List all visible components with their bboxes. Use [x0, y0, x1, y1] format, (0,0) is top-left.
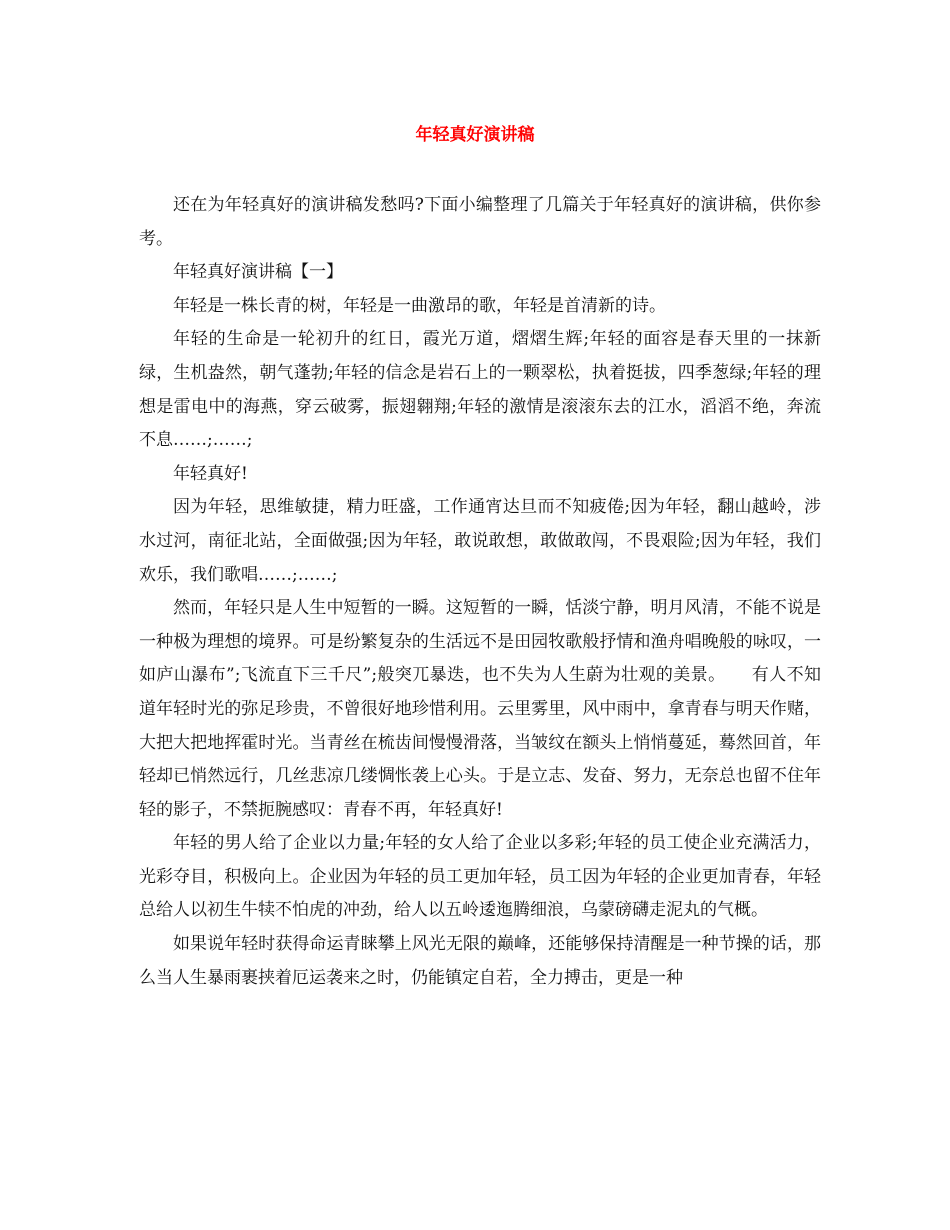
document-body	[139, 189, 821, 995]
paragraph: 因为年轻，思维敏捷，精力旺盛，工作通宵达旦而不知疲倦;因为年轻，翻山越岭，涉水过河，南征北站，全面做强;因为年轻，敢说敢想，敢做敢闯，不畏艰险;因为年轻，我们欢乐，我们歌唱……;……;	[139, 497, 821, 585]
paragraph: 年轻的男人给了企业以力量;年轻的女人给了企业以多彩;年轻的员工使企业充满活力，光彩夺目，积极向上。企业因为年轻的员工更加年轻，员工因为年轻的企业更加青春，年轻总给人以初生牛犊不怕虎的冲劲，给人以五岭逶迤腾细浪，乌蒙磅礴走泥丸的气概。	[139, 833, 821, 921]
paragraph: 年轻的生命是一轮初升的红日，霞光万道，熠熠生辉;年轻的面容是春天里的一抹新绿，生机盎然，朝气蓬勃;年轻的信念是岩石上的一颗翠松，执着挺拔，四季葱绿;年轻的理想是雷电中的海燕，穿云破雾，振翅翱翔;年轻的激情是滚滚东去的江水，滔滔不绝，奔流不息……;……;	[139, 329, 821, 451]
section-heading: 年轻真好演讲稿【一】	[173, 262, 343, 283]
document-title: 年轻真好演讲稿	[415, 125, 535, 145]
paragraph: 年轻是一株长青的树，年轻是一曲激昂的歌，年轻是首清新的诗。	[173, 295, 666, 316]
paragraph: 然而，年轻只是人生中短暂的一瞬。这短暂的一瞬，恬淡宁静，明月风清，不能不说是一种极为理想的境界。可是纷繁复杂的生活远不是田园牧歌般抒情和渔舟唱晚般的咏叹，一如庐山瀑布”;飞流直下三千尺”;般突兀暴迭，也不失为人生蔚为壮观的美景。 有人不知道年轻时光的弥足珍贵，不曾很好地珍惜利用。云里雾里，风中雨中，拿青春与明天作赌，大把大把地挥霍时光。当青丝在梳齿间慢慢滑落，当皱纹在额头上悄悄蔓延，蓦然回首，年轻却已悄然远行，几丝悲凉几缕惆怅袭上心头。于是立志、发奋、努力，无奈总也留不住年轻的影子，不禁扼腕感叹：青春不再，年轻真好!	[139, 598, 821, 820]
paragraph: 如果说年轻时获得命运青睐攀上风光无限的巅峰，还能够保持清醒是一种节操的话，那么当人生暴雨裹挟着厄运袭来之时，仍能镇定自若，全力搏击，更是一种	[139, 934, 821, 988]
paragraph: 年轻真好!	[173, 463, 248, 484]
paragraph-intro: 还在为年轻真好的演讲稿发愁吗?下面小编整理了几篇关于年轻真好的演讲稿，供你参考。	[139, 195, 821, 249]
